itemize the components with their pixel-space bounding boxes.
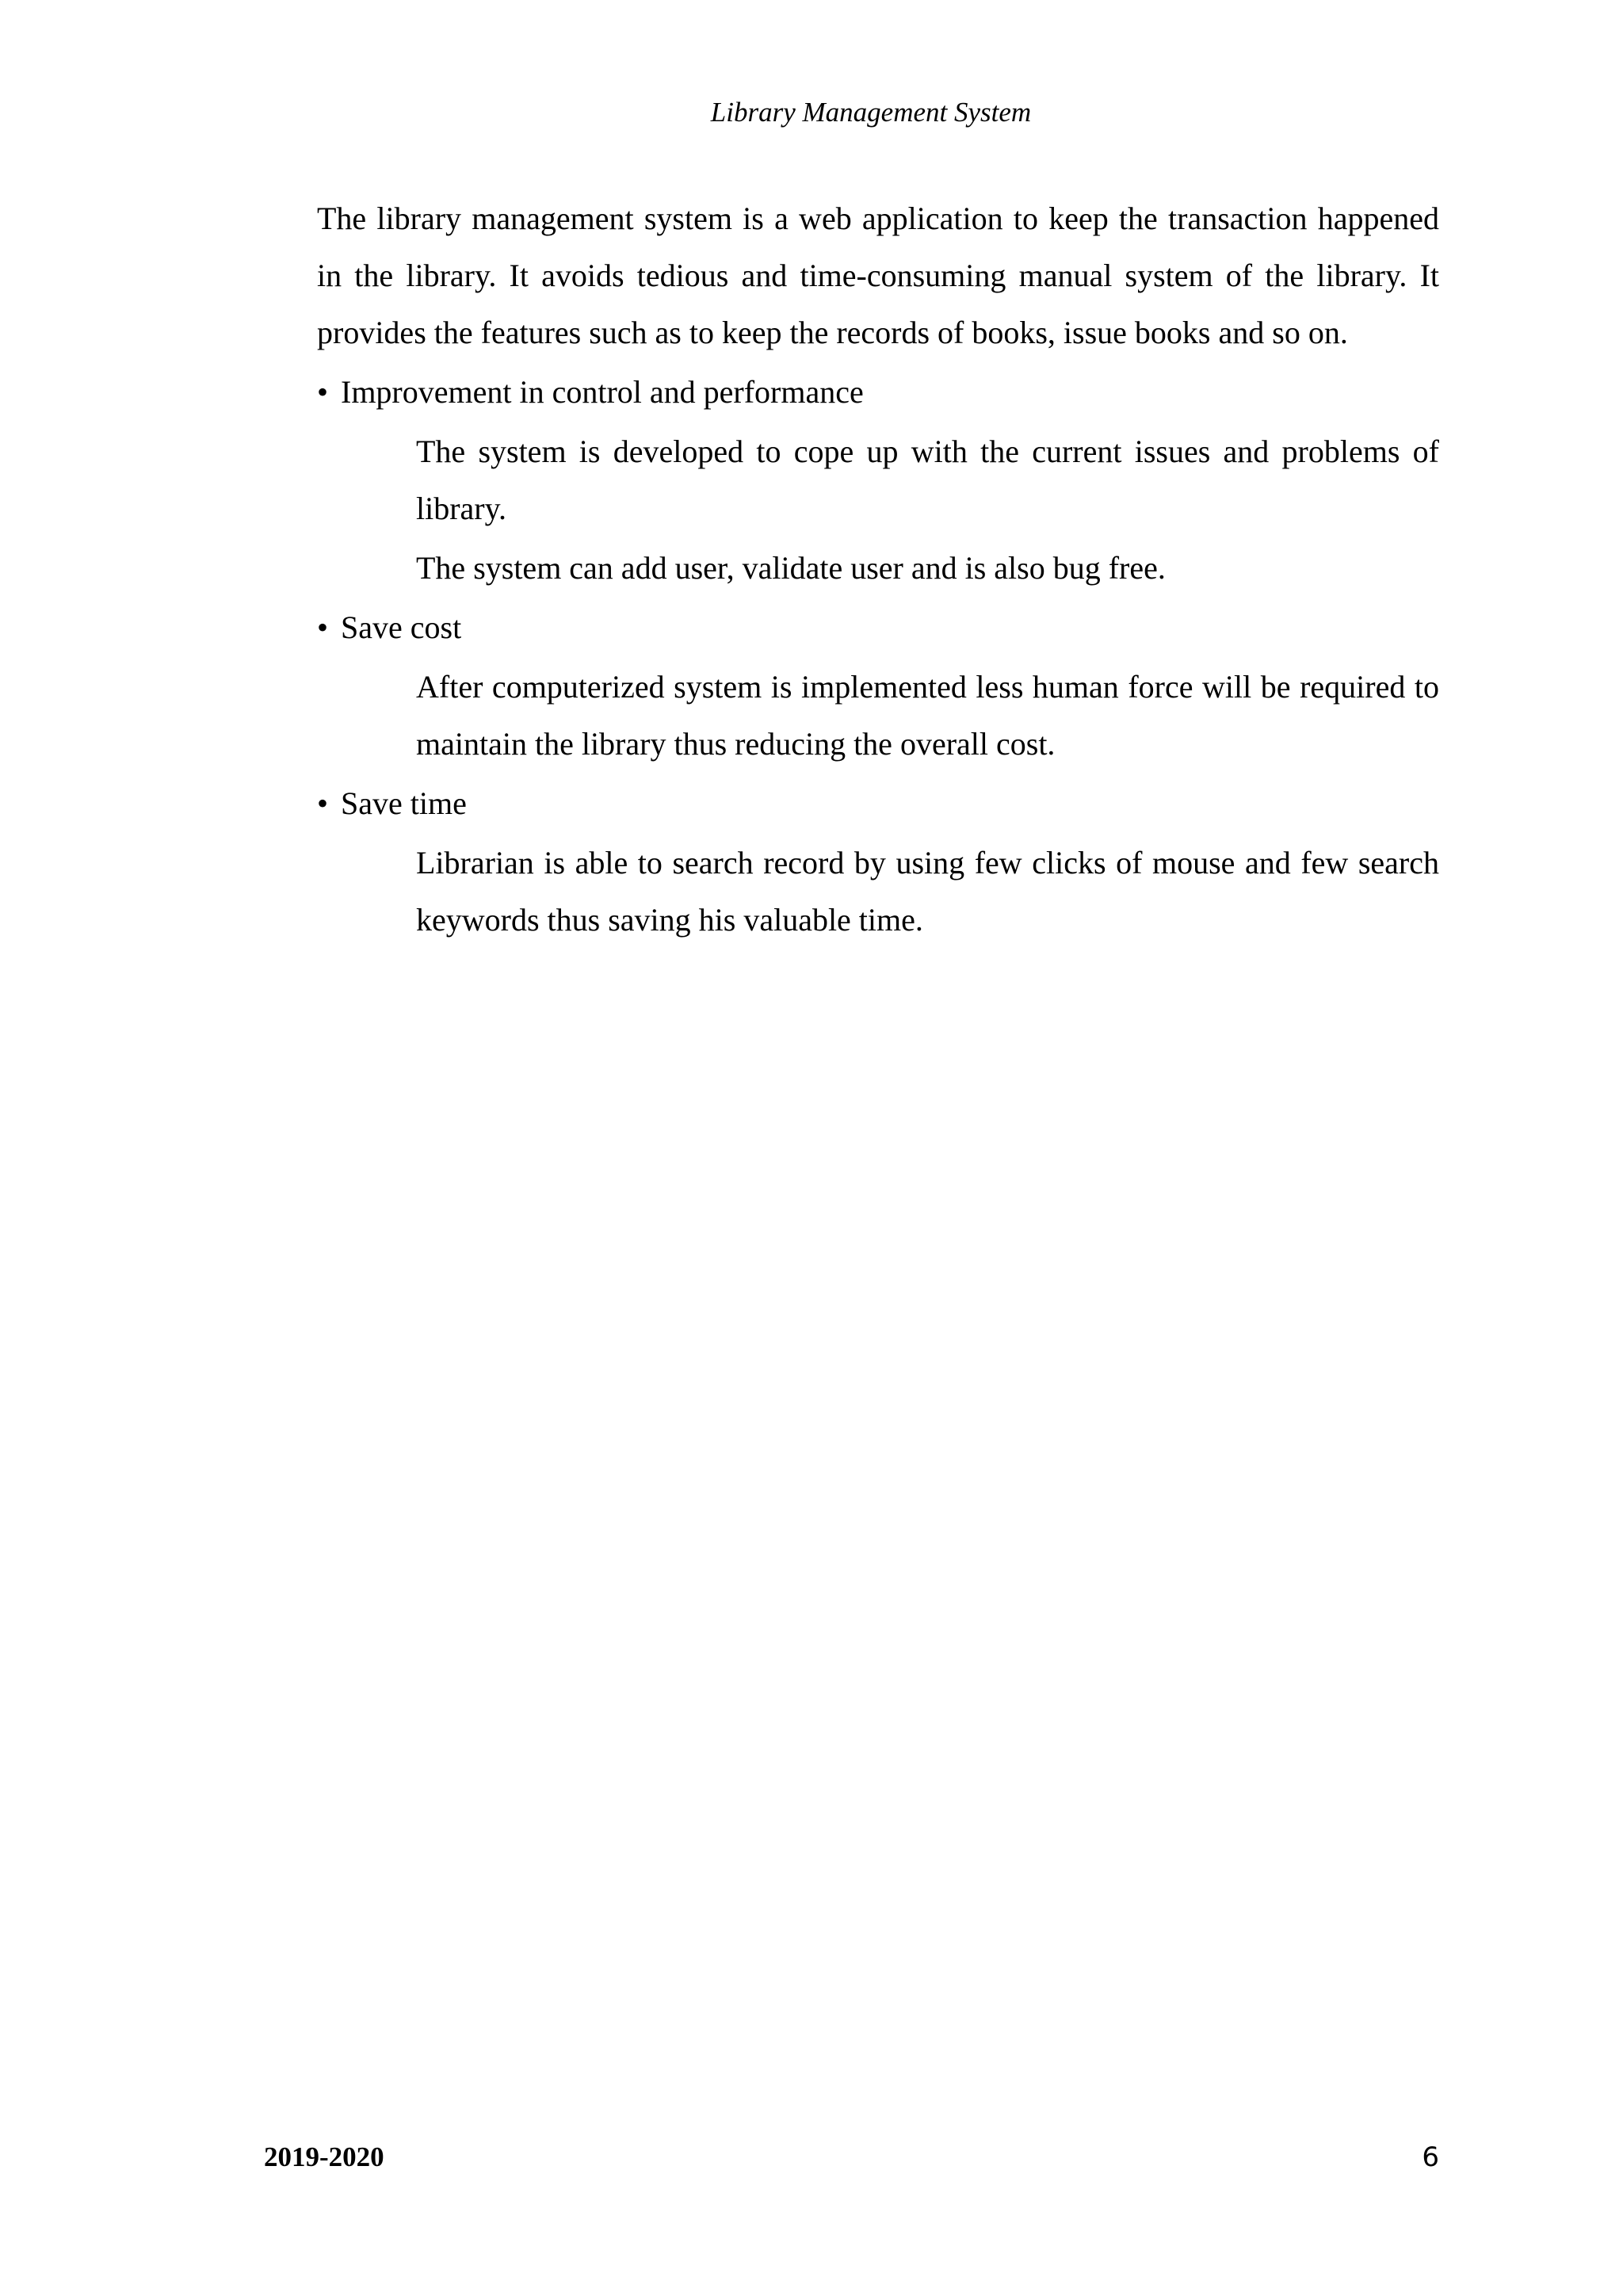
bullet-icon: • (317, 609, 329, 645)
section-paragraph: The system can add user, validate user and is also bug free. (416, 550, 1166, 586)
bullet-heading-text: Save time (341, 785, 467, 821)
section-save-cost (317, 597, 1439, 773)
bullet-heading (317, 361, 1439, 421)
bullet-heading-text: Save cost (341, 609, 462, 645)
page-number: 6 (1422, 2141, 1439, 2173)
section-paragraph: After computerized system is implemented less human force will be required to maintain the library thus reducing the overall cost. (416, 669, 1439, 762)
bullet-heading (317, 597, 1439, 656)
page-content (317, 190, 1439, 949)
running-header-title: Library Management System (710, 97, 1032, 128)
intro-paragraph: The library management system is a web application to keep the transaction happened in the library. It avoids tedious and time-consuming manual system of the library. It provides the features such as to keep the records of books, issue books and so on. (317, 201, 1439, 350)
section-save-time (317, 773, 1439, 949)
section-improvement (317, 361, 1439, 597)
section-paragraph: Librarian is able to search record by using few clicks of mouse and few search keywords thus saving his valuable time. (416, 845, 1439, 938)
section-paragraph: The system is developed to cope up with the current issues and problems of library. (416, 434, 1439, 526)
bullet-icon: • (317, 785, 329, 821)
footer-year: 2019-2020 (264, 2141, 384, 2172)
bullet-heading-text: Improvement in control and performance (341, 374, 864, 410)
bullet-icon: • (317, 374, 329, 410)
bullet-heading (317, 773, 1439, 832)
